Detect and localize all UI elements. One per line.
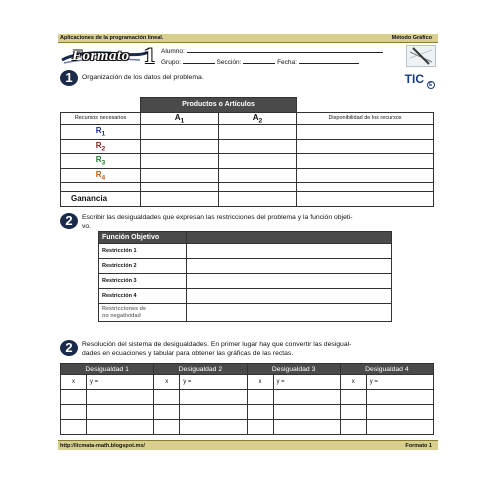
tab-cell[interactable] xyxy=(180,420,247,435)
table-row xyxy=(61,375,434,390)
tic-logo xyxy=(404,72,433,88)
resource-r2: $R_2$ xyxy=(61,139,141,154)
availability-header: Disponibilidad de los recursos xyxy=(297,112,434,125)
tab-cell[interactable] xyxy=(87,420,154,435)
table-row xyxy=(61,154,434,169)
tab-cell[interactable] xyxy=(247,390,273,405)
a1-header: $A_1$ xyxy=(141,112,219,125)
restriction-1-input[interactable] xyxy=(187,244,392,259)
restriction-3-label: Restricción 3 xyxy=(99,274,187,289)
tab-cell[interactable] xyxy=(340,390,366,405)
section-3-number: 2 xyxy=(60,340,78,356)
table-row xyxy=(99,244,392,259)
cell-gan-a2[interactable] xyxy=(219,192,297,207)
data-organization-table xyxy=(60,97,434,207)
section-1-number: 1 xyxy=(60,70,78,86)
restriction-4-input[interactable] xyxy=(187,289,392,304)
cell-r1-avail[interactable] xyxy=(297,125,434,140)
x-label: x xyxy=(247,375,273,390)
x-label: x xyxy=(61,375,87,390)
grupo-line[interactable] xyxy=(183,57,215,64)
section-3-text xyxy=(82,341,436,358)
tab-cell[interactable] xyxy=(340,405,366,420)
y-label: y = xyxy=(366,375,433,390)
section-1-text: Organización de los datos del problema. xyxy=(82,74,204,81)
empty-header-cell xyxy=(297,98,434,113)
cell-r4-a2[interactable] xyxy=(219,168,297,183)
tic-sub: E xyxy=(427,81,435,89)
x-label: x xyxy=(340,375,366,390)
tab-cell[interactable] xyxy=(247,420,273,435)
desigualdad-4-header: Desigualdad 4 xyxy=(340,364,433,375)
cell-r4-avail[interactable] xyxy=(297,168,434,183)
inequalities-table xyxy=(98,231,392,322)
non-negativity-label: Restricciones de no negatividad xyxy=(99,304,187,322)
tab-cell[interactable] xyxy=(340,420,366,435)
header-method-title: Método Gráfico xyxy=(391,35,432,41)
tab-cell[interactable] xyxy=(154,390,180,405)
footer-format-label: Formato 1 xyxy=(405,443,432,449)
tab-cell[interactable] xyxy=(180,405,247,420)
logo-word: Formato xyxy=(72,48,130,64)
table-row xyxy=(61,390,434,405)
blank-cell[interactable] xyxy=(141,183,219,192)
table-row xyxy=(61,192,434,207)
resource-r4: $R_4$ xyxy=(61,168,141,183)
tab-cell[interactable] xyxy=(154,405,180,420)
a2-header: $A_2$ xyxy=(219,112,297,125)
bottom-footer-bar xyxy=(58,440,438,450)
y-label: y = xyxy=(273,375,340,390)
products-header: Productos o Artículos xyxy=(141,98,297,113)
desigualdad-3-header: Desigualdad 3 xyxy=(247,364,340,375)
section-2-number: 2 xyxy=(60,213,78,229)
tab-cell[interactable] xyxy=(61,405,87,420)
restriction-2-label: Restricción 2 xyxy=(99,259,187,274)
tab-cell[interactable] xyxy=(61,420,87,435)
fecha-line[interactable] xyxy=(299,57,359,64)
empty-corner-cell xyxy=(61,98,141,113)
table-row xyxy=(99,304,392,322)
cell-gan-a1[interactable] xyxy=(141,192,219,207)
top-header-bar xyxy=(58,34,438,43)
tab-cell[interactable] xyxy=(154,420,180,435)
tab-cell[interactable] xyxy=(366,405,433,420)
desigualdad-2-header: Desigualdad 2 xyxy=(154,364,247,375)
tab-cell[interactable] xyxy=(366,390,433,405)
restriction-2-input[interactable] xyxy=(187,259,392,274)
tab-cell[interactable] xyxy=(273,420,340,435)
section-2-line-1: Escribir las desigualdades que expresan las restricciones del problema y la función objeti- xyxy=(82,214,353,221)
section-2-line-2: vo. xyxy=(82,222,92,230)
pencil-icon xyxy=(407,46,435,66)
objective-function-input[interactable] xyxy=(187,232,392,244)
section-2-text xyxy=(82,214,436,231)
y-label: y = xyxy=(87,375,154,390)
logo-number: 1 xyxy=(144,43,155,68)
student-info xyxy=(161,46,383,68)
restriction-3-input[interactable] xyxy=(187,274,392,289)
alumno-line[interactable] xyxy=(187,46,383,53)
tab-cell[interactable] xyxy=(247,405,273,420)
ganancia-label: Ganancia xyxy=(61,192,141,207)
tab-cell[interactable] xyxy=(61,390,87,405)
table-row xyxy=(99,259,392,274)
pencil-graph-image xyxy=(406,45,436,67)
y-label: y = xyxy=(180,375,247,390)
table-row xyxy=(99,289,392,304)
resource-r1: $R_1$ xyxy=(61,125,141,140)
tab-cell[interactable] xyxy=(87,405,154,420)
section-3-line-2: dades en ecuaciones y tabular para obtener las gráficas de las rectas. xyxy=(82,349,294,357)
tic-label: TIC xyxy=(404,72,424,86)
blank-row-label xyxy=(61,183,141,192)
table-row xyxy=(61,168,434,183)
desigualdad-1-header: Desigualdad 1 xyxy=(61,364,154,375)
cell-r4-a1[interactable] xyxy=(141,168,219,183)
tab-cell[interactable] xyxy=(366,420,433,435)
seccion-label: Sección: xyxy=(216,59,242,66)
cell-r3-a2[interactable] xyxy=(219,154,297,169)
table-row xyxy=(61,125,434,140)
cell-r3-a1[interactable] xyxy=(141,154,219,169)
resources-header: Recursos necesarios xyxy=(61,112,141,125)
blank-cell[interactable] xyxy=(219,183,297,192)
worksheet-page xyxy=(58,34,438,454)
cell-gan-avail[interactable] xyxy=(297,192,434,207)
cell-r2-a2[interactable] xyxy=(219,139,297,154)
formato-logo xyxy=(60,43,156,68)
restriction-4-label: Restricción 4 xyxy=(99,289,187,304)
table-row xyxy=(61,183,434,192)
section-3-line-1: Resolución del sistema de desigualdades. En primer lugar hay que convertir las desigual- xyxy=(82,341,352,348)
cell-r1-a2[interactable] xyxy=(219,125,297,140)
tabulation-table xyxy=(60,363,434,435)
header-course-title: Aplicaciones de la programación lineal. xyxy=(60,35,164,41)
restriction-1-label: Restricción 1 xyxy=(99,244,187,259)
blank-cell[interactable] xyxy=(297,183,434,192)
cell-r2-a1[interactable] xyxy=(141,139,219,154)
table-row xyxy=(61,420,434,435)
cell-r2-avail[interactable] xyxy=(297,139,434,154)
grupo-label: Grupo: xyxy=(161,59,181,66)
cell-r1-a1[interactable] xyxy=(141,125,219,140)
tab-cell[interactable] xyxy=(273,405,340,420)
x-label: x xyxy=(154,375,180,390)
tab-cell[interactable] xyxy=(273,390,340,405)
table-row xyxy=(61,139,434,154)
objective-function-header: Función Objetivo xyxy=(99,232,187,244)
non-negativity-input[interactable] xyxy=(187,304,392,322)
seccion-line[interactable] xyxy=(243,57,275,64)
cell-r3-avail[interactable] xyxy=(297,154,434,169)
tab-cell[interactable] xyxy=(180,390,247,405)
table-row xyxy=(99,274,392,289)
footer-url[interactable]: http://licmata-math.blogspot.mx/ xyxy=(60,443,145,449)
alumno-label: Alumno: xyxy=(161,48,185,55)
tab-cell[interactable] xyxy=(87,390,154,405)
fecha-label: Fecha: xyxy=(277,59,297,66)
resource-r3: $R_3$ xyxy=(61,154,141,169)
table-row xyxy=(61,405,434,420)
